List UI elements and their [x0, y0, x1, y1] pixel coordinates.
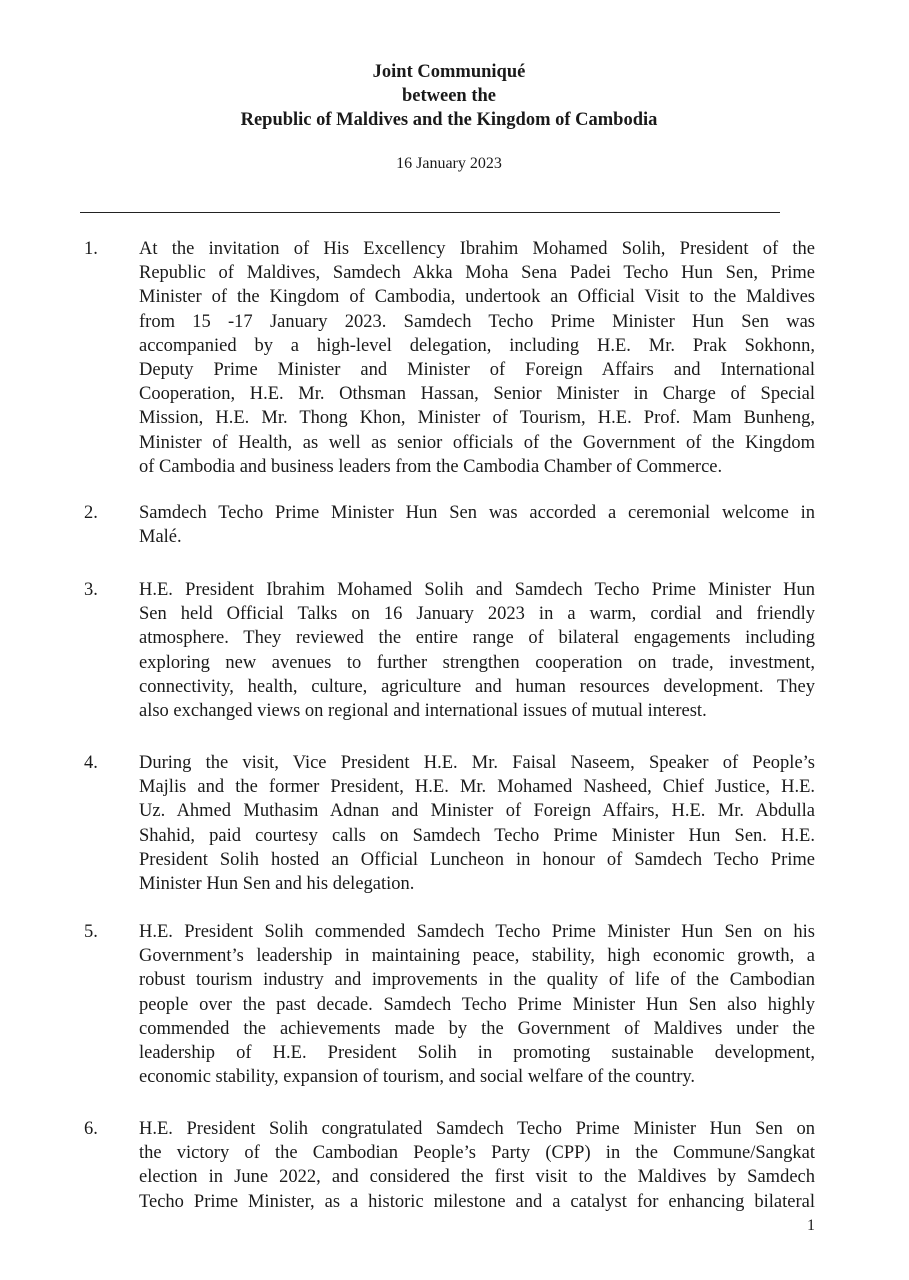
text-line: Minister Hun Sen and his delegation. — [139, 874, 415, 895]
text-line: Samdech Techo Prime Minister Hun Sen was accorded a ceremonial welcome in — [139, 503, 815, 523]
text-line: Sen held Official Talks on 16 January 2023 in a warm, cordial and friendly — [139, 604, 815, 625]
document-date: 16 January 2023 — [396, 155, 502, 172]
text-line: Malé. — [139, 527, 182, 548]
text-line: election in June 2022, and considered the first visit to the Maldives by Samdech — [139, 1167, 815, 1188]
text-line: atmosphere. They reviewed the entire range of bilateral engagements including — [139, 628, 815, 649]
text-line: Mission, H.E. Mr. Thong Khon, Minister of Tourism, H.E. Prof. Mam Bunheng, — [139, 408, 815, 429]
paragraph-text — [139, 501, 815, 549]
paragraph-text — [139, 237, 815, 479]
paragraph-text — [139, 920, 815, 1089]
text-line: of Cambodia and business leaders from the Cambodia Chamber of Commerce. — [139, 456, 723, 477]
text-line: commended the achievements made by the Government of Maldives under the — [139, 1018, 815, 1039]
text-line: connectivity, health, culture, agriculture and human resources development. They — [139, 676, 815, 697]
paragraph-text — [139, 751, 815, 896]
text-line: H.E. President Solih commended Samdech Techo Prime Minister Hun Sen on his — [139, 922, 815, 942]
text-line: Techo Prime Minister, as a historic milestone and a catalyst for enhancing bilateral — [139, 1191, 815, 1212]
text-line: Deputy Prime Minister and Minister of Foreign Affairs and International — [139, 360, 815, 381]
text-line: people over the past decade. Samdech Techo Prime Minister Hun Sen also highly — [139, 994, 815, 1015]
text-line: During the visit, Vice President H.E. Mr. Faisal Naseem, Speaker of People’s — [139, 753, 815, 773]
title-line-2: between the — [401, 86, 497, 106]
title-line-1: Joint Communiqué — [372, 62, 526, 82]
text-line: Majlis and the former President, H.E. Mr. Mohamed Nasheed, Chief Justice, H.E. — [139, 777, 815, 798]
text-line: Uz. Ahmed Muthasim Adnan and Minister of Foreign Affairs, H.E. Mr. Abdulla — [139, 801, 815, 822]
text-line: Shahid, paid courtesy calls on Samdech Techo Prime Minister Hun Sen. H.E. — [139, 825, 815, 846]
text-line: Republic of Maldives, Samdech Akka Moha Sena Padei Techo Hun Sen, Prime — [139, 263, 815, 284]
paragraph-number: 5. — [84, 922, 98, 942]
text-line: At the invitation of His Excellency Ibrahim Mohamed Solih, President of the — [139, 239, 815, 259]
text-line: Government’s leadership in maintaining peace, stability, high economic growth, a — [139, 946, 815, 967]
text-line: Minister of Health, as well as senior officials of the Government of the Kingdom — [139, 432, 815, 453]
page-number: 1 — [807, 1217, 815, 1234]
paragraph-text — [139, 578, 815, 723]
text-line: leadership of H.E. President Solih in promoting sustainable development, — [139, 1043, 815, 1064]
text-line: Minister of the Kingdom of Cambodia, undertook an Official Visit to the Maldives — [139, 287, 815, 308]
document-title — [0, 60, 898, 132]
text-line: the victory of the Cambodian People’s Party (CPP) in the Commune/Sangkat — [139, 1143, 815, 1164]
text-line: from 15 -17 January 2023. Samdech Techo Prime Minister Hun Sen was — [139, 311, 815, 332]
paragraph-text — [139, 1117, 815, 1214]
text-line: accompanied by a high-level delegation, including H.E. Mr. Prak Sokhonn, — [139, 335, 815, 356]
paragraph-number: 2. — [84, 503, 98, 523]
text-line: robust tourism industry and improvements in the quality of life of the Cambodian — [139, 970, 815, 991]
text-line: H.E. President Solih congratulated Samdech Techo Prime Minister Hun Sen on — [139, 1119, 815, 1139]
paragraph-number: 6. — [84, 1119, 98, 1139]
paragraph-number: 3. — [84, 580, 98, 600]
text-line: H.E. President Ibrahim Mohamed Solih and Samdech Techo Prime Minister Hun — [139, 580, 815, 600]
horizontal-rule — [80, 212, 780, 213]
text-line: President Solih hosted an Official Luncheon in honour of Samdech Techo Prime — [139, 849, 815, 870]
paragraph-number: 1. — [84, 239, 98, 259]
text-line: also exchanged views on regional and international issues of mutual interest. — [139, 701, 707, 722]
text-line: exploring new avenues to further strengthen cooperation on trade, investment, — [139, 652, 815, 673]
paragraph-number: 4. — [84, 753, 98, 773]
text-line: economic stability, expansion of tourism, and social welfare of the country. — [139, 1067, 696, 1088]
title-line-3: Republic of Maldives and the Kingdom of Cambodia — [240, 110, 658, 130]
text-line: Cooperation, H.E. Mr. Othsman Hassan, Senior Minister in Charge of Special — [139, 384, 815, 405]
